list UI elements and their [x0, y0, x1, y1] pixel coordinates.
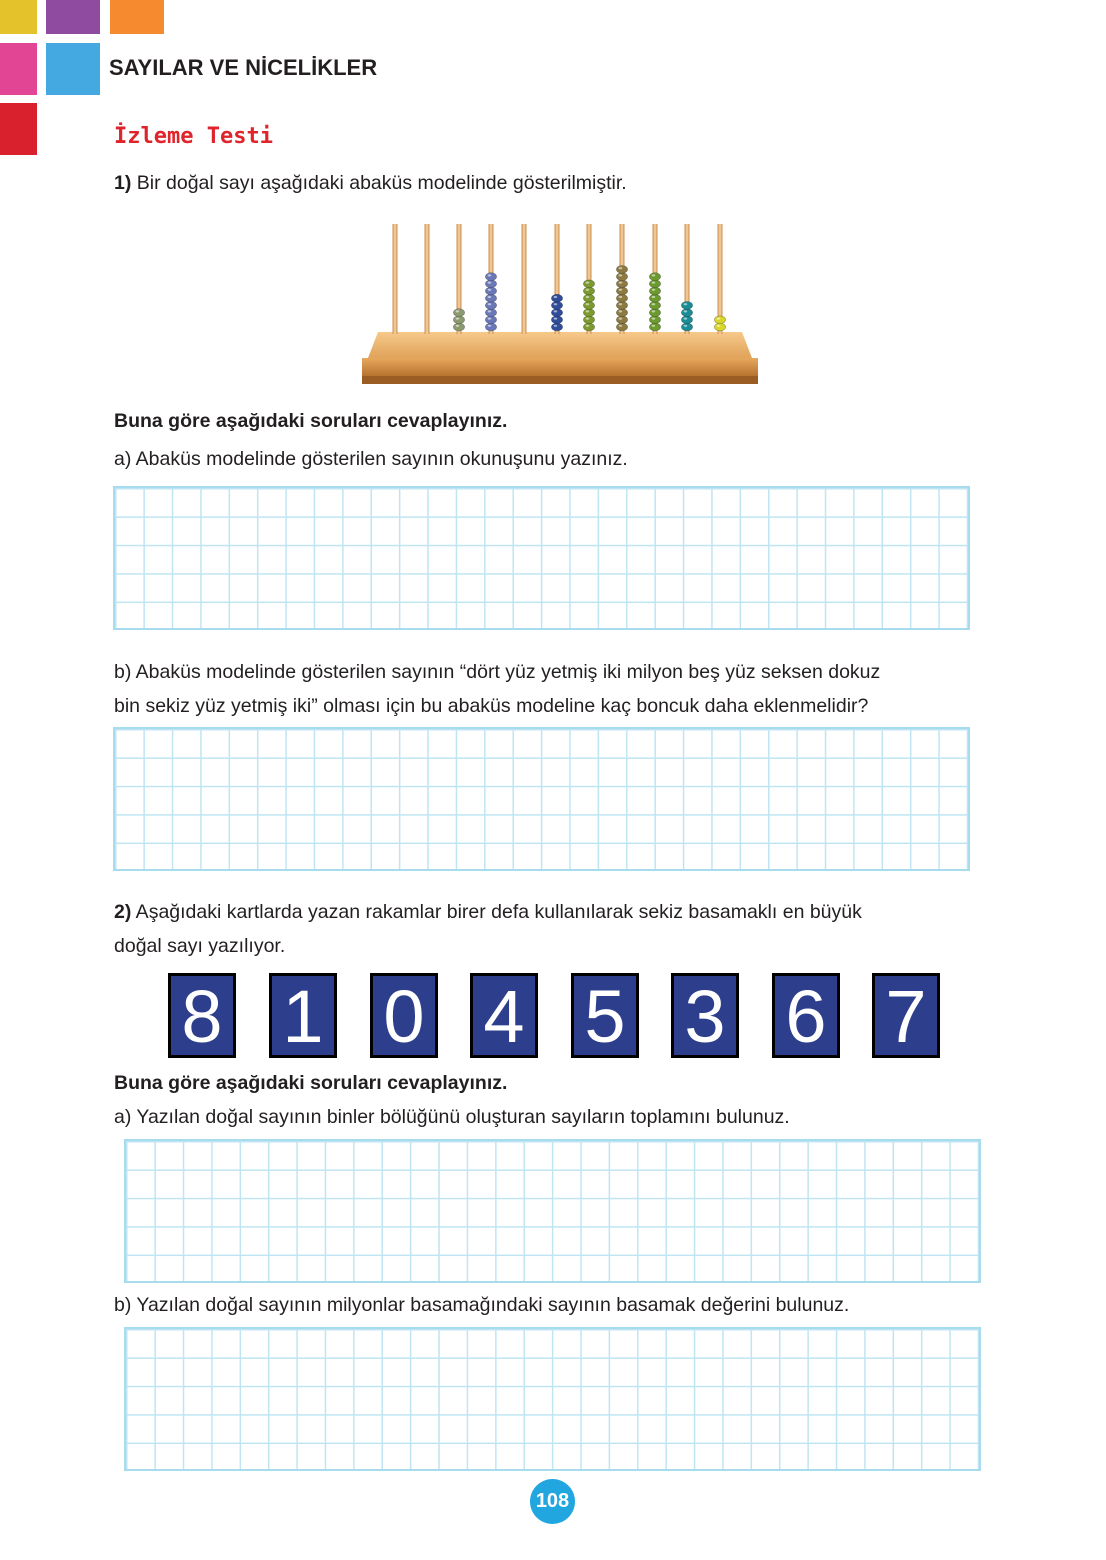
abacus-bead-highlight	[684, 310, 688, 312]
abacus-bead	[616, 273, 627, 281]
abacus-bead-highlight	[652, 289, 656, 291]
abacus-bead	[485, 309, 496, 317]
abacus-bead-highlight	[488, 289, 492, 291]
abacus-bead	[649, 302, 660, 310]
q2-b-question: b) Yazılan doğal sayının milyonlar basamağındaki sayının basamak değerini bulunuz.	[114, 1294, 850, 1316]
q1-b-answer-grid[interactable]	[113, 727, 970, 871]
abacus-bead	[616, 266, 627, 274]
abacus-bead	[485, 280, 496, 288]
abacus-bead	[485, 273, 496, 281]
abacus-bead-highlight	[586, 310, 590, 312]
abacus-bead-highlight	[717, 325, 721, 327]
abacus-bead-highlight	[488, 274, 492, 276]
abacus-bead	[485, 294, 496, 302]
q1-instruction: Buna göre aşağıdaki soruları cevaplayınız.	[114, 410, 508, 432]
abacus-bead	[649, 280, 660, 288]
abacus-base-shadow	[362, 376, 758, 384]
abacus-bead	[616, 302, 627, 310]
header-square-blue	[46, 43, 100, 95]
digit-card: 5	[571, 973, 639, 1058]
abacus-bead	[485, 287, 496, 295]
abacus-bead-highlight	[619, 289, 623, 291]
abacus-bead-highlight	[456, 325, 460, 327]
abacus-bead	[681, 323, 692, 331]
digit-card: 8	[168, 973, 236, 1058]
q1-b-line1: b) Abaküs modelinde gösterilen sayının “dört yüz yetmiş iki milyon beş yüz seksen dokuz	[114, 661, 881, 683]
abacus-bead	[583, 280, 594, 288]
q1-prompt	[114, 166, 627, 200]
q2-text-line2: doğal sayı yazılıyor.	[114, 935, 286, 957]
abacus-bead-highlight	[554, 303, 558, 305]
abacus-bead	[649, 323, 660, 331]
abacus-base-top	[368, 332, 752, 358]
abacus-bead-highlight	[619, 303, 623, 305]
abacus-bead	[714, 316, 725, 324]
q2-prompt	[114, 895, 862, 963]
abacus-bead	[616, 309, 627, 317]
q2-b-answer-grid[interactable]	[124, 1327, 981, 1471]
abacus-bead	[616, 287, 627, 295]
q2-instruction: Buna göre aşağıdaki soruları cevaplayınız.	[114, 1072, 508, 1094]
abacus-bead	[649, 273, 660, 281]
abacus-bead	[649, 294, 660, 302]
abacus-bead-highlight	[456, 318, 460, 320]
abacus-bead	[485, 316, 496, 324]
q1-b-line2: bin sekiz yüz yetmiş iki” olması için bu abaküs modeline kaç boncuk daha eklenmelidir?	[114, 695, 869, 717]
digit-card: 3	[671, 973, 739, 1058]
abacus-bead-highlight	[717, 318, 721, 320]
q1-number: 1)	[114, 172, 132, 194]
abacus-bead	[616, 316, 627, 324]
header-square-purple	[46, 0, 100, 34]
abacus-bead-highlight	[652, 325, 656, 327]
abacus-bead-highlight	[619, 282, 623, 284]
abacus-illustration	[360, 220, 760, 388]
abacus-bead-highlight	[488, 318, 492, 320]
abacus-bead	[583, 287, 594, 295]
q2-text-line1: Aşağıdaki kartlarda yazan rakamlar birer defa kullanılarak sekiz basamaklı en büyük	[131, 901, 862, 923]
abacus-bead-highlight	[554, 325, 558, 327]
abacus-bead-highlight	[488, 282, 492, 284]
abacus-rod	[393, 224, 398, 334]
abacus-bead	[551, 302, 562, 310]
page-number: 108	[530, 1479, 575, 1524]
abacus-bead-highlight	[488, 303, 492, 305]
abacus-bead-highlight	[488, 310, 492, 312]
digit-card: 0	[370, 973, 438, 1058]
abacus-bead-highlight	[619, 318, 623, 320]
abacus-bead	[453, 309, 464, 317]
digit-card: 6	[772, 973, 840, 1058]
abacus-bead-highlight	[684, 318, 688, 320]
abacus-bead-highlight	[554, 310, 558, 312]
header-square-pink	[0, 43, 37, 95]
abacus-rod	[425, 224, 430, 334]
q1-b-question	[114, 655, 880, 723]
abacus-bead	[681, 316, 692, 324]
abacus-bead-highlight	[684, 325, 688, 327]
abacus-bead	[649, 287, 660, 295]
abacus-bead-highlight	[684, 303, 688, 305]
abacus-bead	[616, 294, 627, 302]
abacus-bead-highlight	[488, 296, 492, 298]
abacus-bead-highlight	[652, 282, 656, 284]
abacus-bead	[453, 323, 464, 331]
abacus-bead-highlight	[619, 274, 623, 276]
abacus-bead-highlight	[586, 303, 590, 305]
abacus-bead-highlight	[586, 282, 590, 284]
digit-card: 1	[269, 973, 337, 1058]
abacus-bead-highlight	[456, 310, 460, 312]
abacus-bead	[583, 309, 594, 317]
header-square-yellow	[0, 0, 37, 34]
abacus-bead-highlight	[586, 318, 590, 320]
header-square-orange	[110, 0, 164, 34]
abacus-bead-highlight	[554, 318, 558, 320]
abacus-base-front	[362, 358, 758, 376]
abacus-bead	[649, 309, 660, 317]
abacus-bead	[616, 280, 627, 288]
abacus-bead-highlight	[652, 274, 656, 276]
abacus-bead-highlight	[586, 296, 590, 298]
abacus-bead-highlight	[488, 325, 492, 327]
abacus-bead	[714, 323, 725, 331]
chapter-title: SAYILAR VE NİCELİKLER	[109, 55, 378, 80]
q2-number: 2)	[114, 901, 132, 923]
abacus-bead-highlight	[554, 296, 558, 298]
section-title: İzleme Testi	[114, 124, 273, 149]
abacus-bead	[551, 323, 562, 331]
abacus-bead-highlight	[619, 267, 623, 269]
digit-cards	[168, 973, 940, 1058]
q1-text: Bir doğal sayı aşağıdaki abaküs modelinde gösterilmiştir.	[136, 172, 627, 194]
abacus-bead-highlight	[619, 310, 623, 312]
abacus-bead	[551, 294, 562, 302]
abacus-bead	[583, 316, 594, 324]
abacus-bead-highlight	[652, 310, 656, 312]
abacus-bead	[485, 323, 496, 331]
q2-a-answer-grid[interactable]	[124, 1139, 981, 1283]
abacus-bead	[681, 302, 692, 310]
abacus-rod	[522, 224, 527, 334]
abacus-bead-highlight	[652, 303, 656, 305]
q1-a-answer-grid[interactable]	[113, 486, 970, 630]
digit-card: 4	[470, 973, 538, 1058]
q2-a-question: a) Yazılan doğal sayının binler bölüğünü oluşturan sayıların toplamını bulunuz.	[114, 1106, 790, 1128]
abacus-bead	[551, 316, 562, 324]
abacus-bead-highlight	[619, 325, 623, 327]
abacus-bead-highlight	[586, 289, 590, 291]
abacus-bead	[485, 302, 496, 310]
header-square-red	[0, 103, 37, 155]
abacus-bead	[616, 323, 627, 331]
abacus-bead	[583, 323, 594, 331]
q1-a-question: a) Abaküs modelinde gösterilen sayının okunuşunu yazınız.	[114, 448, 628, 470]
abacus-bead	[583, 294, 594, 302]
abacus-bead	[453, 316, 464, 324]
abacus-bead-highlight	[586, 325, 590, 327]
abacus-bead	[681, 309, 692, 317]
abacus-bead-highlight	[619, 296, 623, 298]
abacus-bead	[551, 309, 562, 317]
abacus-bead	[583, 302, 594, 310]
abacus-bead-highlight	[652, 296, 656, 298]
abacus-bead	[649, 316, 660, 324]
abacus-bead-highlight	[652, 318, 656, 320]
digit-card: 7	[872, 973, 940, 1058]
